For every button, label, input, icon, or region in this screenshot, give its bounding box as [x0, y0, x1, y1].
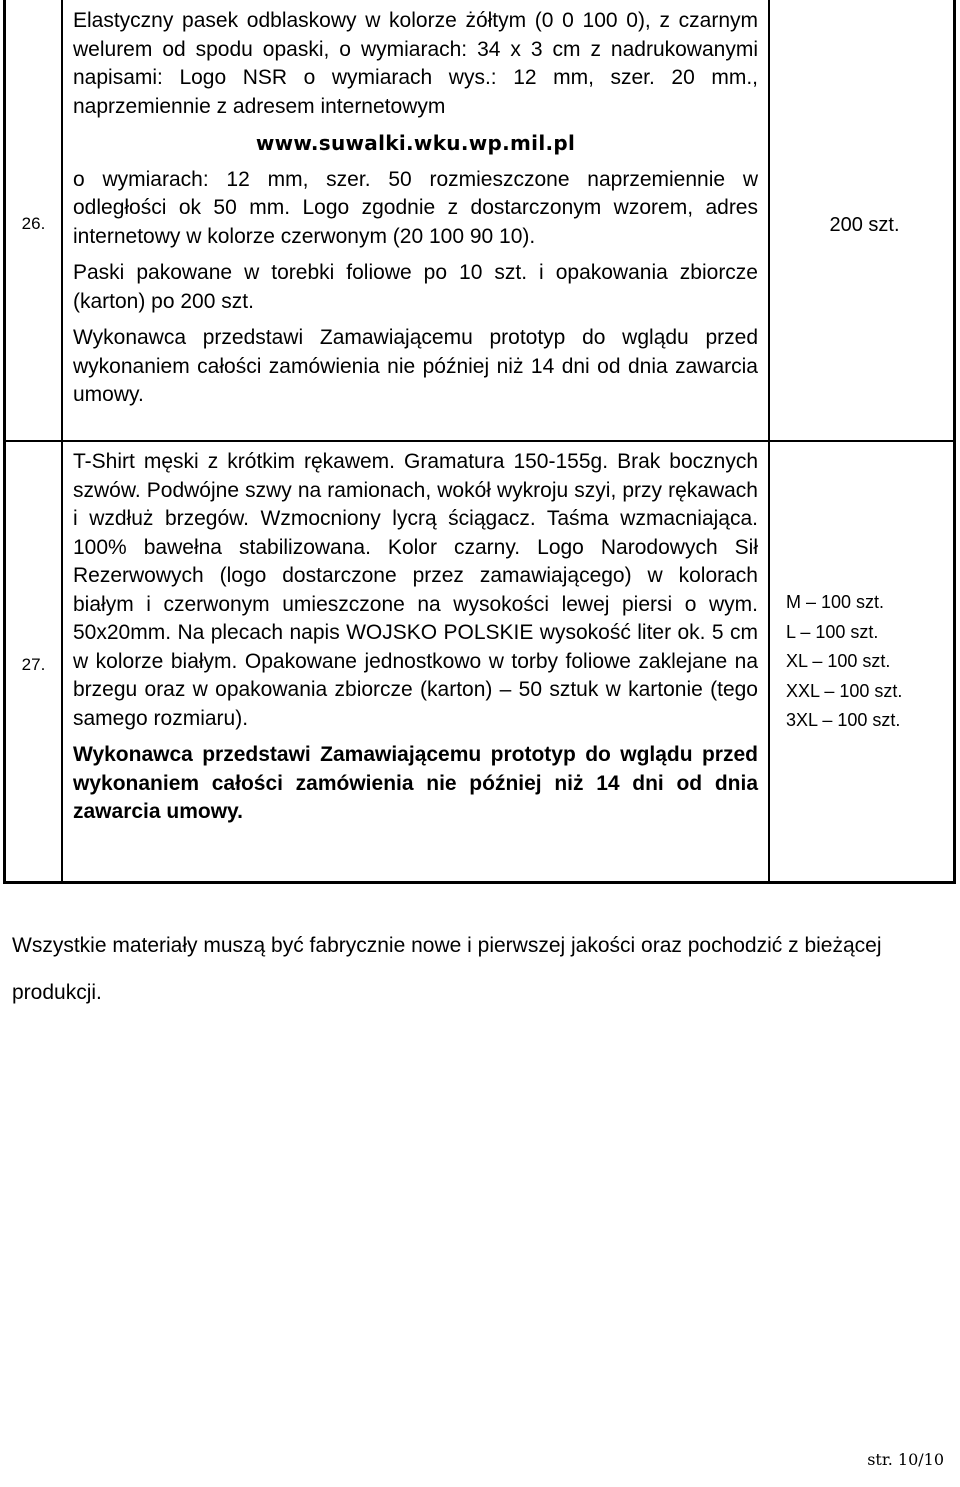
description-paragraph: Paski pakowane w torebki foliowe po 10 szt. i opakowania zbiorcze (karton) po 200 szt.	[73, 261, 758, 313]
specification-table	[3, 0, 956, 884]
size-entry: L – 100 szt.	[786, 621, 879, 642]
row-description	[73, 7, 758, 410]
description-paragraph: Elastyczny pasek odblaskowy w kolorze żółtym (0 0 100 0), z czarnym welurem od spodu opaski, o wymiarach: 34 x 3 cm z nadrukowanymi napisami: Logo NSR o wymiarach wys.: 12 mm, szer. 20 mm., naprzemiennie z adresem internetowym	[73, 9, 758, 118]
footer-note: Wszystkie materiały muszą być fabrycznie nowe i pierwszej jakości oraz pochodzić z bieżącej produkcji.	[12, 934, 882, 1004]
description-paragraph: o wymiarach: 12 mm, szer. 50 rozmieszczone naprzemiennie w odległości ok 50 mm. Logo zgodnie z dostarczonym wzorem, adres internetowy w kolorze czerwonym (20 100 90 10).	[73, 167, 758, 248]
size-quantity-list	[786, 588, 902, 736]
size-entry: M – 100 szt.	[786, 592, 885, 612]
description-paragraph: Wykonawca przedstawi Zamawiającemu prototyp do wglądu przed wykonaniem całości zamówienia nie później niż 14 dni od dnia zawarcia umowy.	[73, 326, 758, 406]
website-url: www.suwalki.wku.wp.mil.pl	[255, 131, 576, 155]
description-paragraph-bold: Wykonawca przedstawi Zamawiającemu prototyp do wglądu przed wykonaniem całości zamówienia nie później niż 14 dni od dnia zawarcia umowy.	[73, 743, 758, 823]
row-number: 27.	[21, 655, 46, 674]
row-number: 26.	[21, 214, 46, 233]
row-description	[73, 448, 758, 827]
description-paragraph: T-Shirt męski z krótkim rękawem. Gramatura 150-155g. Brak bocznych szwów. Podwójne szwy na ramionach, wokół wykroju szyi, przy rękawach i wzdłuż brzegów. Wzmocniony lycrą ściągacz. Taśma wzmacniająca. 100% bawełna stabilizowana. Kolor czarny. Logo Narodowych Sił Rezerwowych (logo dostarczone przez zamawiającego) w kolorach białym i czerwonym umieszczone na wysokości lewej piersi o wym. 50x20mm. Na plecach napis WOJSKO POLSKIE wysokość liter ok. 5 cm w kolorze białym. Opakowane jednostkowo w torby foliowe zaklejane na brzegu oraz w opakowania zbiorcze (karton) – 50 sztuk w kartonie (tego samego rozmiaru).	[73, 450, 758, 730]
page-number: str. 10/10	[867, 1450, 944, 1469]
size-entry: XXL – 100 szt.	[786, 680, 903, 701]
size-entry: 3XL – 100 szt.	[786, 710, 901, 730]
row-quantity: 200 szt.	[829, 214, 900, 236]
size-entry: XL – 100 szt.	[786, 651, 891, 671]
row-divider	[6, 440, 953, 442]
